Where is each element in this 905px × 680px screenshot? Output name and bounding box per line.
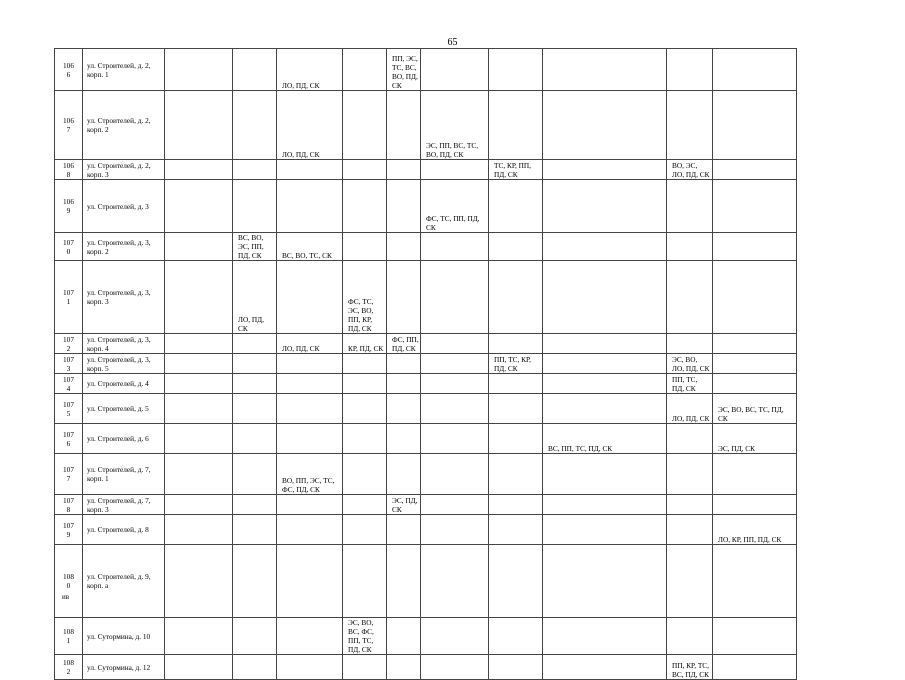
work-codes-cell: [421, 334, 489, 354]
work-codes-cell: [165, 354, 233, 374]
work-codes-cell: ПП, КР, ТС, ВС, ПД, СК: [667, 655, 713, 680]
work-codes-cell: [233, 618, 277, 655]
row-number: 106 9: [55, 180, 83, 233]
work-codes-cell: [421, 160, 489, 180]
work-codes-cell: [387, 374, 421, 394]
row-number: 107 0: [55, 233, 83, 261]
address-cell: ул. Строителей, д. 5: [83, 394, 165, 424]
work-codes-cell: [713, 49, 797, 91]
work-codes-cell: [343, 495, 387, 515]
address-cell: ул. Строителей, д. 3, корп. 5: [83, 354, 165, 374]
work-codes-cell: [667, 424, 713, 454]
table-row: [55, 424, 797, 454]
work-codes-cell: [387, 91, 421, 160]
work-codes-cell: [421, 495, 489, 515]
work-codes-cell: [387, 655, 421, 680]
work-codes-cell: [489, 180, 543, 233]
work-codes-cell: [277, 655, 343, 680]
address-cell: ул. Строителей, д. 7, корп. 1: [83, 454, 165, 495]
address-cell: ул. Строителей, д. 7, корп. 3: [83, 495, 165, 515]
work-codes-cell: [713, 233, 797, 261]
work-codes-cell: [713, 545, 797, 618]
work-codes-cell: [165, 454, 233, 495]
address-cell: ул. Строителей, д. 3, корп. 3: [83, 261, 165, 334]
work-codes-cell: [489, 374, 543, 394]
work-codes-cell: [667, 515, 713, 545]
work-codes-cell: [713, 334, 797, 354]
address-cell: ул. Строителей, д. 2, корп. 1: [83, 49, 165, 91]
address-cell: ул. Строителей, д. 3, корп. 2: [83, 233, 165, 261]
work-codes-cell: [387, 454, 421, 495]
row-number: 106 6: [55, 49, 83, 91]
work-codes-cell: [233, 160, 277, 180]
work-codes-cell: [489, 91, 543, 160]
work-codes-cell: [165, 394, 233, 424]
work-codes-cell: [713, 180, 797, 233]
work-codes-cell: ЭС, ПД, СК: [713, 424, 797, 454]
work-codes-cell: [233, 655, 277, 680]
work-codes-cell: [421, 374, 489, 394]
work-codes-cell: [543, 655, 667, 680]
work-codes-cell: [667, 618, 713, 655]
work-codes-cell: ФС, ТС, ПП, ПД, СК: [421, 180, 489, 233]
work-codes-cell: [233, 374, 277, 394]
work-codes-cell: ЭС, ПП, ВС, ТС, ВО, ПД, СК: [421, 91, 489, 160]
work-codes-cell: [713, 374, 797, 394]
work-codes-cell: [387, 618, 421, 655]
work-codes-cell: [387, 180, 421, 233]
work-codes-cell: [165, 334, 233, 354]
address-cell: ул. Строителей, д. 2, корп. 3: [83, 160, 165, 180]
work-codes-cell: [343, 374, 387, 394]
work-codes-cell: [543, 495, 667, 515]
work-codes-cell: [343, 545, 387, 618]
row-number: 108 0: [55, 545, 83, 618]
work-codes-cell: [165, 49, 233, 91]
work-codes-cell: [165, 160, 233, 180]
row-number: 107 6: [55, 424, 83, 454]
work-codes-cell: [543, 49, 667, 91]
work-codes-cell: [277, 261, 343, 334]
work-codes-cell: ЭС, ВО, ВС, ТС, ПД, СК: [713, 394, 797, 424]
work-codes-cell: [667, 454, 713, 495]
work-codes-cell: [667, 180, 713, 233]
work-codes-cell: [543, 91, 667, 160]
row-number: 107 5: [55, 394, 83, 424]
row-number: 107 4: [55, 374, 83, 394]
address-cell: ул. Сутормина, д. 10: [83, 618, 165, 655]
work-codes-cell: [233, 424, 277, 454]
work-codes-cell: [277, 515, 343, 545]
work-codes-cell: ВО, ЭС, ЛО, ПД, СК: [667, 160, 713, 180]
work-codes-cell: [233, 515, 277, 545]
work-codes-cell: [421, 515, 489, 545]
work-codes-cell: [233, 180, 277, 233]
work-codes-cell: ЭС, ВО, ВС, ФС, ПП, ТС, ПД, СК: [343, 618, 387, 655]
work-codes-cell: [233, 354, 277, 374]
row-number: 107 8: [55, 495, 83, 515]
work-codes-cell: [543, 545, 667, 618]
work-codes-cell: [343, 180, 387, 233]
work-codes-cell: [543, 618, 667, 655]
work-codes-cell: [421, 394, 489, 424]
work-codes-cell: [343, 394, 387, 424]
work-codes-cell: [233, 334, 277, 354]
work-codes-cell: [387, 545, 421, 618]
work-codes-cell: [387, 233, 421, 261]
work-codes-cell: [277, 618, 343, 655]
row-number: 108 1: [55, 618, 83, 655]
row-number: 106 7: [55, 91, 83, 160]
work-codes-cell: [543, 233, 667, 261]
work-codes-cell: [543, 334, 667, 354]
work-codes-cell: ВС, ВО, ТС, СК: [277, 233, 343, 261]
work-codes-cell: ПП, ТС, ПД, СК: [667, 374, 713, 394]
work-codes-cell: КР, ПД, СК: [343, 334, 387, 354]
work-codes-cell: [387, 515, 421, 545]
work-codes-cell: [667, 49, 713, 91]
work-codes-cell: [343, 49, 387, 91]
work-codes-cell: [165, 495, 233, 515]
table-row: [55, 334, 797, 354]
address-cell: ул. Строителей, д. 9, корп. а: [83, 545, 165, 618]
work-codes-cell: [233, 454, 277, 495]
work-codes-cell: [489, 394, 543, 424]
work-codes-cell: ВС, ПП, ТС, ПД, СК: [543, 424, 667, 454]
work-codes-cell: [343, 160, 387, 180]
work-codes-cell: [489, 495, 543, 515]
work-codes-cell: [543, 454, 667, 495]
work-codes-cell: [489, 233, 543, 261]
work-codes-cell: [165, 515, 233, 545]
work-codes-cell: [165, 655, 233, 680]
work-codes-cell: [489, 424, 543, 454]
work-codes-cell: [165, 545, 233, 618]
work-codes-cell: [421, 618, 489, 655]
work-codes-cell: [233, 49, 277, 91]
work-codes-cell: [667, 91, 713, 160]
work-codes-cell: ФС, ТС, ЭС, ВО, ПП, КР, ПД, СК: [343, 261, 387, 334]
work-codes-cell: [667, 261, 713, 334]
work-codes-cell: [233, 495, 277, 515]
table-row: [55, 374, 797, 394]
work-codes-cell: [165, 180, 233, 233]
work-codes-cell: [233, 394, 277, 424]
work-codes-cell: [277, 354, 343, 374]
work-codes-cell: [165, 261, 233, 334]
work-codes-cell: ЛО, ПД, СК: [233, 261, 277, 334]
address-cell: ул. Строителей, д. 4: [83, 374, 165, 394]
work-codes-cell: [713, 91, 797, 160]
table-row: [55, 261, 797, 334]
address-cell: ул. Сутормина, д. 12: [83, 655, 165, 680]
work-codes-cell: [421, 424, 489, 454]
work-codes-cell: [421, 49, 489, 91]
work-codes-cell: [543, 394, 667, 424]
work-codes-cell: ВС, ВО, ЭС, ПП, ПД, СК: [233, 233, 277, 261]
table-row: [55, 454, 797, 495]
table-row: [55, 354, 797, 374]
work-codes-cell: [667, 495, 713, 515]
address-cell: ул. Строителей, д. 6: [83, 424, 165, 454]
work-codes-cell: [713, 495, 797, 515]
row-number: 107 3: [55, 354, 83, 374]
work-codes-cell: [233, 91, 277, 160]
table-row: [55, 495, 797, 515]
work-codes-cell: [277, 545, 343, 618]
work-codes-cell: ЛО, ПД, СК: [277, 334, 343, 354]
work-codes-cell: [277, 495, 343, 515]
work-codes-cell: [543, 180, 667, 233]
work-codes-cell: [165, 91, 233, 160]
table-row: [55, 545, 797, 618]
schedule-table: [54, 48, 797, 680]
work-codes-cell: [343, 354, 387, 374]
work-codes-cell: ПП, ТС, КР, ПД, СК: [489, 354, 543, 374]
work-codes-cell: [543, 261, 667, 334]
work-codes-cell: [667, 233, 713, 261]
table-row: [55, 160, 797, 180]
work-codes-cell: ФС, ПП, ПД, СК: [387, 334, 421, 354]
work-codes-cell: [277, 160, 343, 180]
work-codes-cell: [489, 618, 543, 655]
work-codes-cell: [165, 374, 233, 394]
work-codes-cell: [713, 261, 797, 334]
work-codes-cell: [667, 545, 713, 618]
work-codes-cell: [713, 655, 797, 680]
work-codes-cell: [387, 424, 421, 454]
work-codes-cell: [277, 424, 343, 454]
address-cell: ул. Строителей, д. 3, корп. 4: [83, 334, 165, 354]
work-codes-cell: ТС, КР, ПП, ПД, СК: [489, 160, 543, 180]
work-codes-cell: [421, 655, 489, 680]
work-codes-cell: [667, 334, 713, 354]
work-codes-cell: [489, 334, 543, 354]
table-row: [55, 618, 797, 655]
work-codes-cell: ЛО, КР, ПП, ПД, СК: [713, 515, 797, 545]
work-codes-cell: [343, 233, 387, 261]
work-codes-cell: [713, 354, 797, 374]
work-codes-cell: [543, 515, 667, 545]
work-codes-cell: [277, 180, 343, 233]
work-codes-cell: [387, 261, 421, 334]
work-codes-cell: [343, 91, 387, 160]
work-codes-cell: ЭС, ПД, СК: [387, 495, 421, 515]
work-codes-cell: [489, 545, 543, 618]
work-codes-cell: [421, 454, 489, 495]
work-codes-cell: [489, 515, 543, 545]
work-codes-cell: ЛО, ПД, СК: [277, 91, 343, 160]
work-codes-cell: ЛО, ПД, СК: [667, 394, 713, 424]
table-row: [55, 515, 797, 545]
work-codes-cell: [489, 261, 543, 334]
work-codes-cell: [543, 374, 667, 394]
table-row: [55, 91, 797, 160]
table-row: [55, 394, 797, 424]
work-codes-cell: [387, 160, 421, 180]
work-codes-cell: [343, 424, 387, 454]
row-number: 107 7: [55, 454, 83, 495]
table-row: [55, 49, 797, 91]
work-codes-cell: [343, 655, 387, 680]
page-number: 65: [447, 37, 458, 48]
work-codes-cell: [387, 354, 421, 374]
work-codes-cell: [713, 160, 797, 180]
work-codes-cell: [343, 454, 387, 495]
work-codes-cell: [421, 261, 489, 334]
work-codes-cell: [421, 354, 489, 374]
table-row: [55, 180, 797, 233]
work-codes-cell: ВО, ПП, ЭС, ТС, ФС, ПД, СК: [277, 454, 343, 495]
work-codes-cell: ПП, ЭС, ТС, ВС, ВО, ПД, СК: [387, 49, 421, 91]
work-codes-cell: [165, 233, 233, 261]
row-number: 107 2: [55, 334, 83, 354]
work-codes-cell: [421, 233, 489, 261]
work-codes-cell: [343, 515, 387, 545]
work-codes-cell: [165, 618, 233, 655]
work-codes-cell: [713, 454, 797, 495]
work-codes-cell: [165, 424, 233, 454]
work-codes-cell: [277, 394, 343, 424]
work-codes-cell: ЭС, ВО, ЛО, ПД, СК: [667, 354, 713, 374]
work-codes-cell: [277, 374, 343, 394]
table-row: [55, 233, 797, 261]
work-codes-cell: [489, 49, 543, 91]
work-codes-cell: [233, 545, 277, 618]
row-number: 106 8: [55, 160, 83, 180]
address-cell: ул. Строителей, д. 8: [83, 515, 165, 545]
row-number: 107 9: [55, 515, 83, 545]
work-codes-cell: [489, 454, 543, 495]
work-codes-cell: [387, 394, 421, 424]
work-codes-cell: [421, 545, 489, 618]
work-codes-cell: [713, 618, 797, 655]
row-number: 107 1: [55, 261, 83, 334]
work-codes-cell: [543, 354, 667, 374]
table-row: [55, 655, 797, 680]
work-codes-cell: ЛО, ПД, СК: [277, 49, 343, 91]
row-number: 108 2: [55, 655, 83, 680]
work-codes-cell: [489, 655, 543, 680]
address-cell: ул. Строителей, д. 2, корп. 2: [83, 91, 165, 160]
work-codes-cell: [543, 160, 667, 180]
footer-mark: ив: [62, 593, 70, 601]
address-cell: ул. Строителей, д. 3: [83, 180, 165, 233]
